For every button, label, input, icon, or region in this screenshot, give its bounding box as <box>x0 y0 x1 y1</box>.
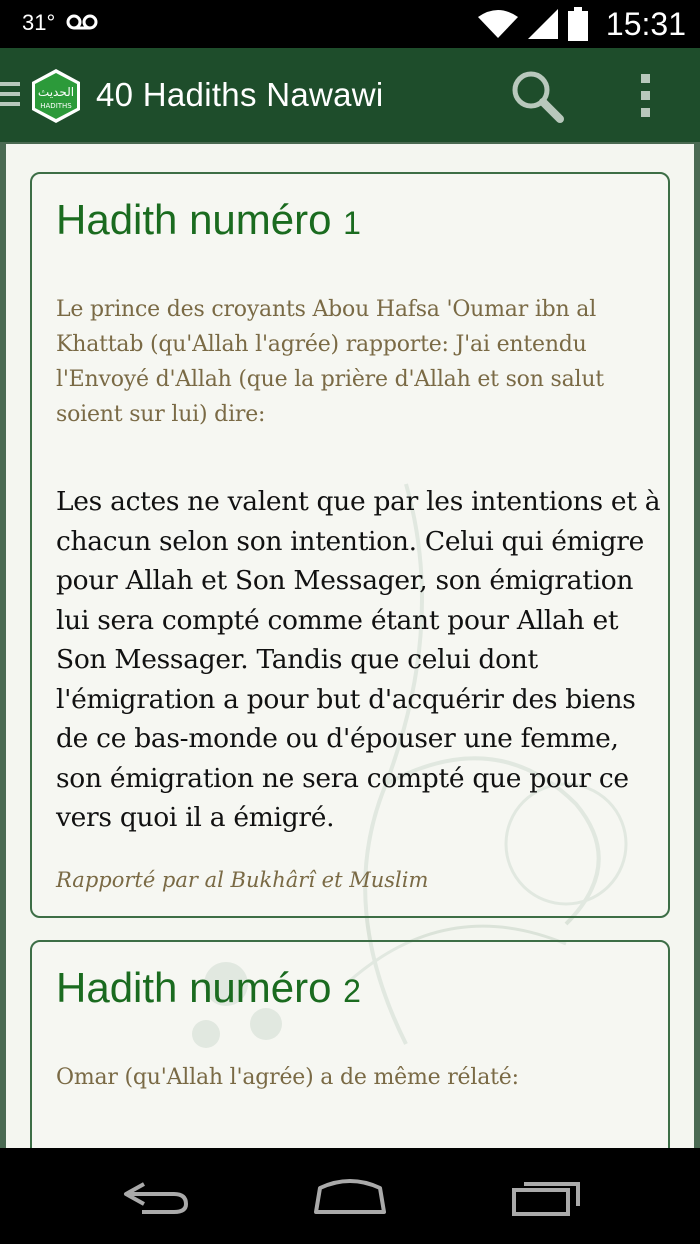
wifi-icon <box>478 9 518 39</box>
hadith-text: Les actes ne valent que par les intentions et à chacun selon son intention. Celui qui émigre pour Allah et Son Messager, son émigration lui sera compté comme étant pour Allah et Son Messager. Tandis que celui dont l'émigration a pour but d'acquérir des biens de ce bas-monde ou d'épouser une femme, son émigration ne sera compté que pour ce vers quoi il a émigré. <box>56 486 661 833</box>
hadith-card-2[interactable] <box>30 940 670 1148</box>
temperature-indicator: 31° <box>22 10 56 35</box>
navigation-bar <box>0 1148 700 1244</box>
hadith-source: Rapporté par al Bukhârî et Muslim <box>56 868 429 892</box>
action-bar <box>0 48 700 142</box>
recent-apps-icon[interactable] <box>506 1176 586 1216</box>
hadith-title <box>56 964 361 1012</box>
status-icons <box>478 4 686 44</box>
home-icon[interactable] <box>310 1176 390 1216</box>
search-icon[interactable] <box>506 66 568 126</box>
more-vert-icon[interactable] <box>628 70 664 122</box>
signal-icon <box>528 9 558 39</box>
back-icon[interactable] <box>116 1176 196 1216</box>
hadith-title-prefix: Hadith numéro <box>56 964 332 1011</box>
hadith-title <box>56 196 361 244</box>
app-logo-icon[interactable] <box>28 68 84 124</box>
content-area[interactable] <box>0 142 700 1148</box>
status-bar <box>0 0 700 48</box>
hadith-intro: Omar (qu'Allah l'agrée) a de même rélaté: <box>56 1065 519 1090</box>
svg-text:HADITHS: HADITHS <box>40 102 72 110</box>
hadith-title-prefix: Hadith numéro <box>56 196 332 243</box>
svg-text:الحديث: الحديث <box>37 85 75 99</box>
battery-icon <box>568 7 588 41</box>
app-title: 40 Hadiths Nawawi <box>96 76 384 113</box>
hadith-number: 1 <box>343 205 361 241</box>
hadith-number: 2 <box>343 973 361 1009</box>
menu-icon[interactable] <box>0 80 22 108</box>
voicemail-icon <box>66 12 98 32</box>
clock: 15:31 <box>605 5 686 42</box>
hadith-list[interactable] <box>6 144 694 1148</box>
hadith-intro: Le prince des croyants Abou Hafsa 'Oumar ibn al Khattab (qu'Allah l'agrée) rapporte: J'ai entendu l'Envoyé d'Allah (que la prière d'Allah et son salut soient sur lui) dire: <box>56 297 604 427</box>
hadith-card-1[interactable] <box>30 172 670 918</box>
